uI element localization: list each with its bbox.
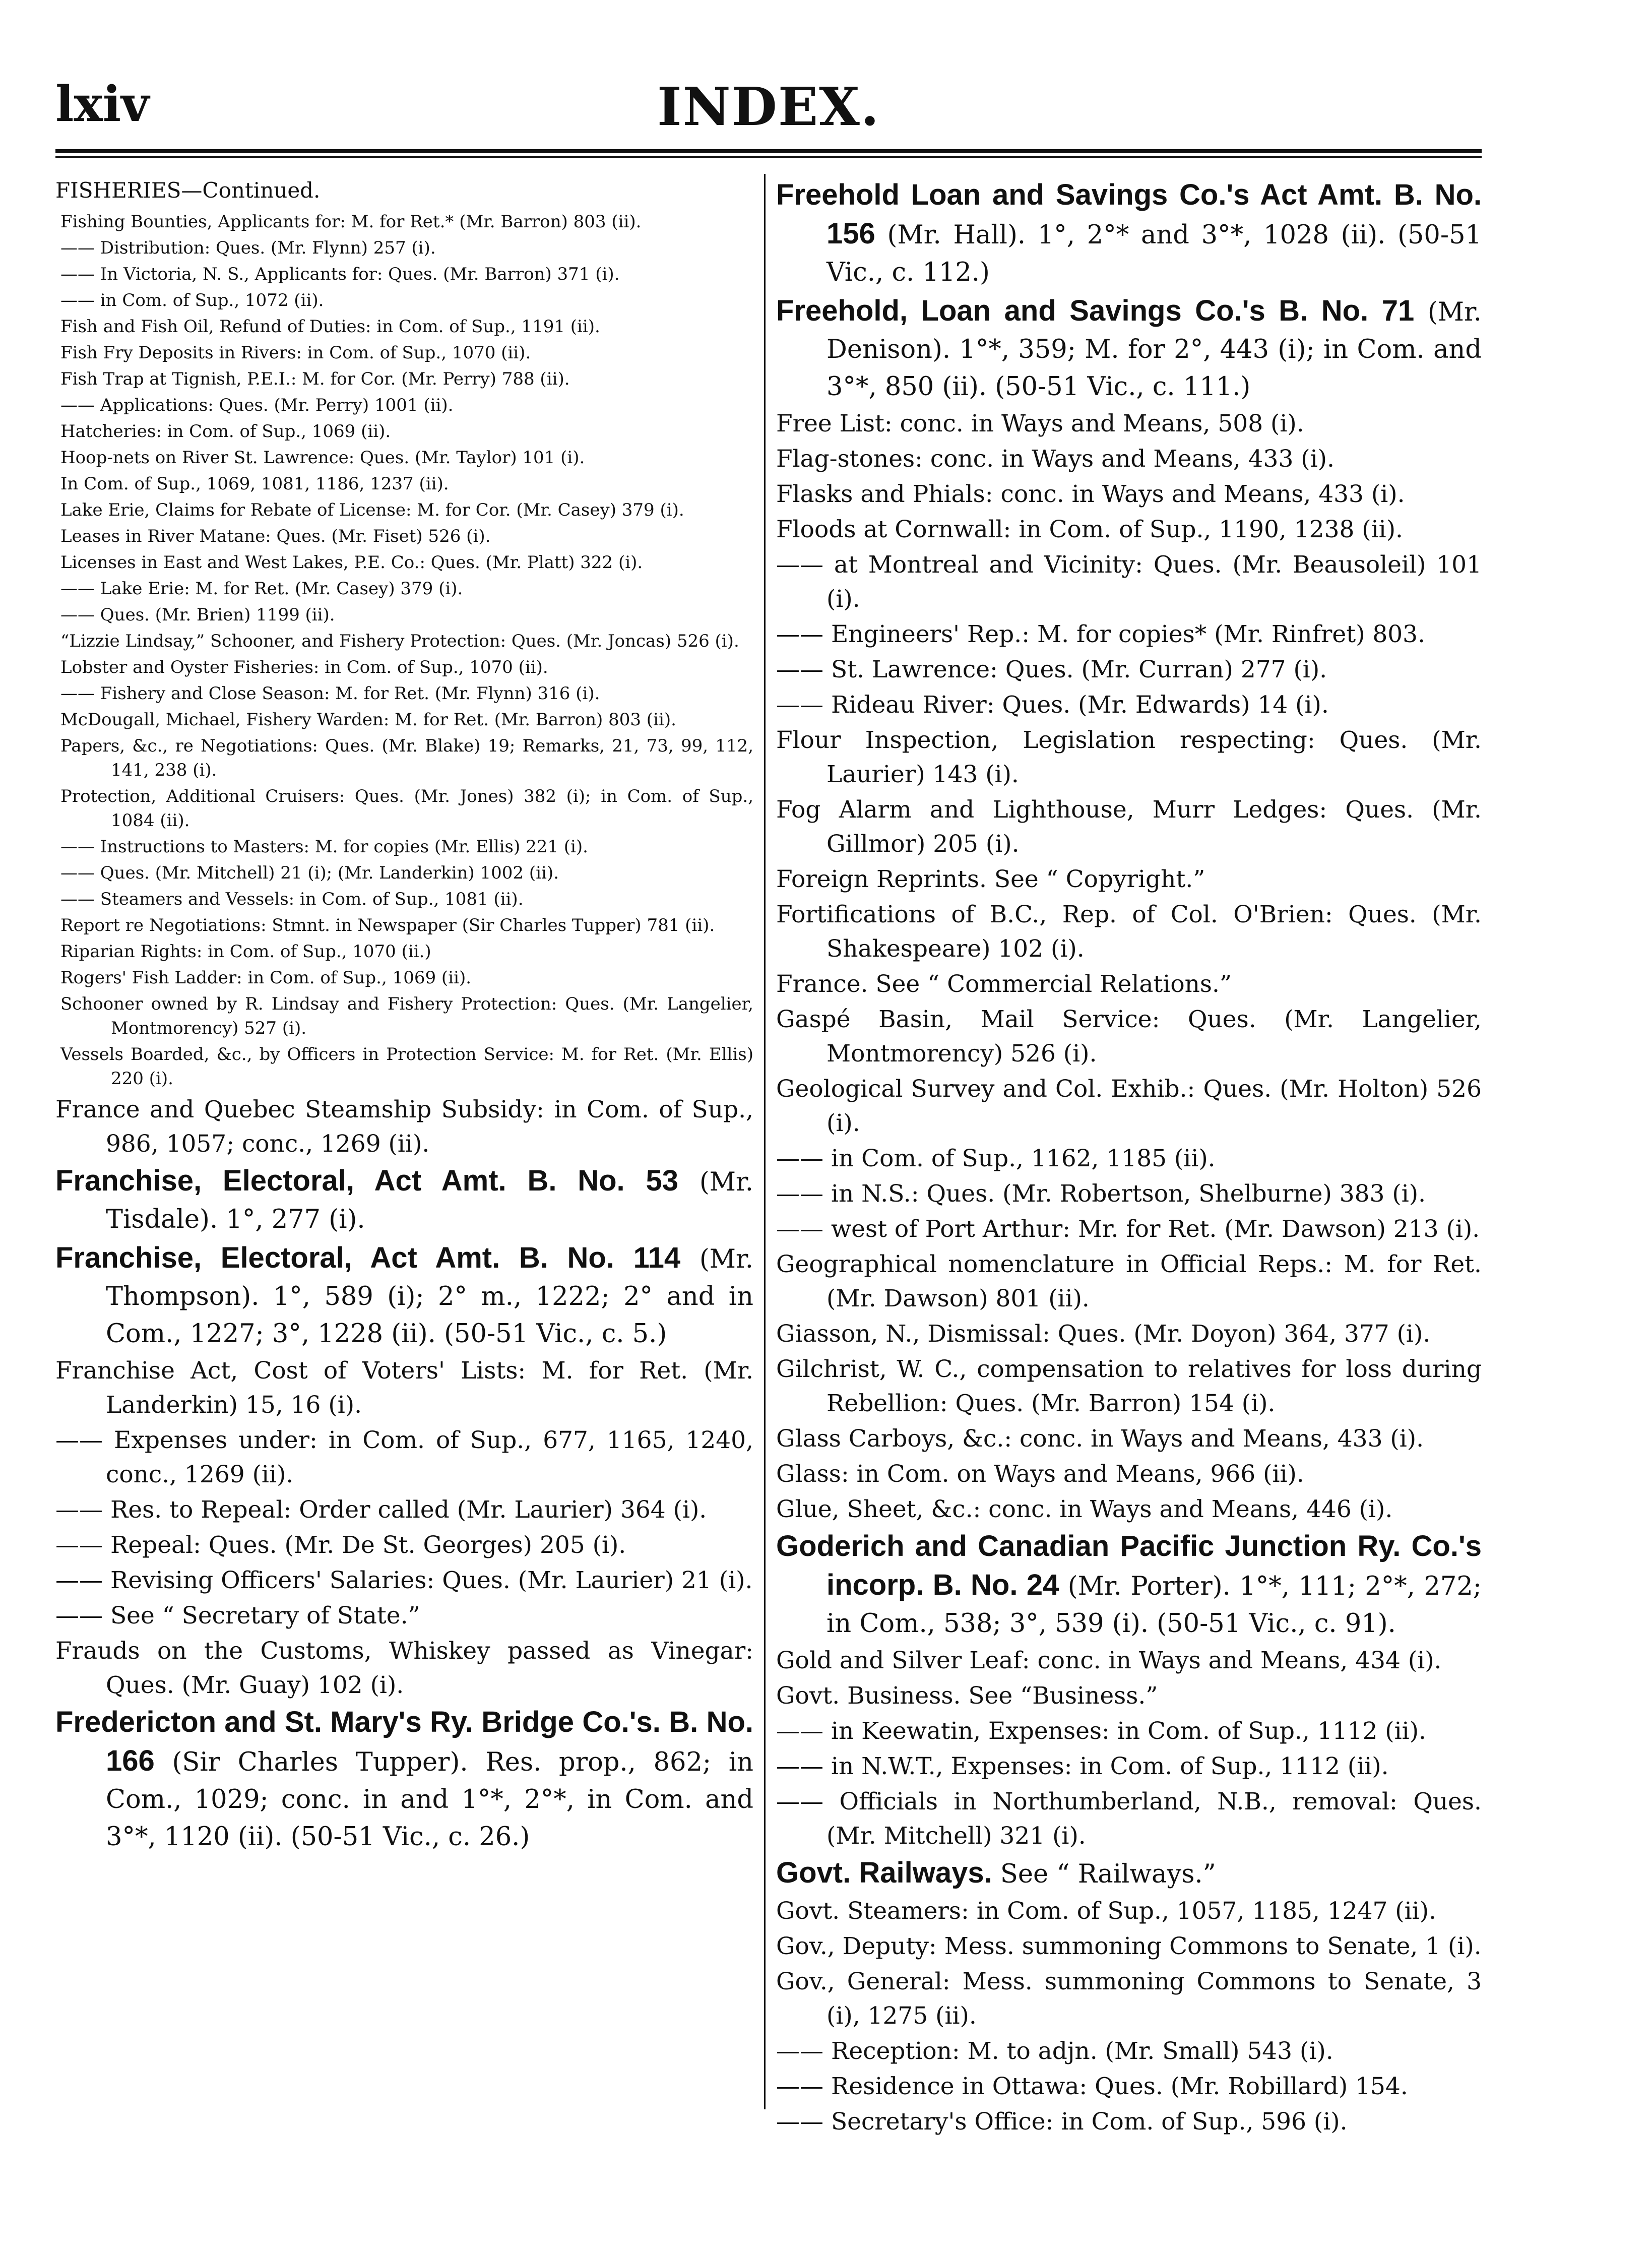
bill-title: Freehold, Loan and Savings Co.'s B. No. 71 bbox=[776, 294, 1415, 327]
index-entry: McDougall, Michael, Fishery Warden: M. for Ret. (Mr. Barron) 803 (ii). bbox=[60, 710, 676, 730]
index-entry bbox=[776, 723, 1482, 792]
entry-text: —— in Keewatin, Expenses: in Com. of Sup., 1112 (ii). bbox=[776, 1717, 1426, 1745]
bill-title: Franchise, Electoral, Act Amt. B. No. 53 bbox=[55, 1164, 678, 1197]
index-entry bbox=[776, 1929, 1482, 1964]
index-entry bbox=[776, 1247, 1482, 1316]
index-entry bbox=[776, 176, 1482, 291]
page-header bbox=[55, 76, 1482, 141]
entry-text: —— west of Port Arthur: Mr. for Ret. (Mr. Dawson) 213 (i). bbox=[776, 1215, 1480, 1243]
sub-entry-list bbox=[55, 210, 753, 1091]
index-entry: —— Lake Erie: M. for Ret. (Mr. Casey) 379 (i). bbox=[60, 579, 463, 599]
index-entry bbox=[776, 898, 1482, 966]
index-entry bbox=[776, 2034, 1482, 2069]
entry-text: See “ Railways.” bbox=[992, 1859, 1216, 1889]
entry-text: Glass Carboys, &c.: conc. in Ways and Means, 433 (i). bbox=[776, 1425, 1424, 1453]
index-entry bbox=[776, 862, 1482, 897]
index-entry bbox=[776, 1003, 1482, 1071]
entry-text: —— See “ Secretary of State.” bbox=[55, 1602, 420, 1630]
main-entry-list bbox=[55, 1093, 753, 1856]
index-entry bbox=[776, 617, 1482, 652]
index-entry: Vessels Boarded, &c., by Officers in Protection Service: M. for Ret. (Mr. Ellis) 220 (i). bbox=[60, 1044, 753, 1089]
index-entry: —— Instructions to Masters: M. for copies (Mr. Ellis) 221 (i). bbox=[60, 837, 588, 857]
entry-text: Fog Alarm and Lighthouse, Murr Ledges: Ques. (Mr. Gillmor) 205 (i). bbox=[776, 796, 1482, 858]
index-entry: “Lizzie Lindsay,” Schooner, and Fishery Protection: Ques. (Mr. Joncas) 526 (i). bbox=[60, 631, 739, 651]
index-entry bbox=[776, 653, 1482, 687]
index-entry bbox=[55, 1563, 753, 1598]
entry-text: Govt. Steamers: in Com. of Sup., 1057, 1185, 1247 (ii). bbox=[776, 1897, 1436, 1925]
entry-text: Giasson, N., Dismissal: Ques. (Mr. Doyon) 364, 377 (i). bbox=[776, 1320, 1431, 1348]
page-number: lxiv bbox=[55, 76, 149, 133]
entry-text: —— Revising Officers' Salaries: Ques. (Mr. Laurier) 21 (i). bbox=[55, 1567, 753, 1594]
index-entry bbox=[776, 1528, 1482, 1643]
index-entry: Licenses in East and West Lakes, P.E. Co.: Ques. (Mr. Platt) 322 (i). bbox=[60, 552, 643, 573]
index-entry: Hoop-nets on River St. Lawrence: Ques. (Mr. Taylor) 101 (i). bbox=[60, 448, 585, 468]
index-entry bbox=[55, 1528, 753, 1562]
index-entry bbox=[776, 1212, 1482, 1246]
entry-text: Govt. Business. See “Business.” bbox=[776, 1682, 1158, 1710]
index-entry bbox=[776, 967, 1482, 1001]
entry-text: (Mr. Tisdale). 1°, 277 (i). bbox=[106, 1167, 753, 1234]
bill-title: Franchise, Electoral, Act Amt. B. No. 114 bbox=[55, 1241, 681, 1274]
index-entry bbox=[776, 1492, 1482, 1527]
index-entry: Schooner owned by R. Lindsay and Fishery Protection: Ques. (Mr. Langelier, Montmorency) 527 (i). bbox=[60, 994, 753, 1038]
entry-text: Glass: in Com. on Ways and Means, 966 (ii). bbox=[776, 1460, 1304, 1488]
entry-text: —— Repeal: Ques. (Mr. De St. Georges) 205 (i). bbox=[55, 1531, 626, 1559]
header-rule-thin bbox=[55, 156, 1482, 158]
index-entry bbox=[776, 1352, 1482, 1421]
index-entry bbox=[776, 2105, 1482, 2139]
index-entry: —— Fishery and Close Season: M. for Ret. (Mr. Flynn) 316 (i). bbox=[60, 683, 600, 704]
index-entry bbox=[776, 292, 1482, 406]
index-entry: Protection, Additional Cruisers: Ques. (Mr. Jones) 382 (i); in Com. of Sup., 1084 (ii). bbox=[60, 786, 753, 831]
index-entry: In Com. of Sup., 1069, 1081, 1186, 1237 (ii). bbox=[60, 474, 449, 494]
page-title: INDEX. bbox=[657, 76, 880, 138]
entry-text: Franchise Act, Cost of Voters' Lists: M. for Ret. (Mr. Landerkin) 15, 16 (i). bbox=[55, 1357, 753, 1419]
index-entry: Riparian Rights: in Com. of Sup., 1070 (ii.) bbox=[60, 942, 431, 962]
entry-text: Geological Survey and Col. Exhib.: Ques. (Mr. Holton) 526 (i). bbox=[776, 1075, 1482, 1137]
entry-text: Flag-stones: conc. in Ways and Means, 433 (i). bbox=[776, 445, 1335, 473]
entry-text: Gaspé Basin, Mail Service: Ques. (Mr. Langelier, Montmorency) 526 (i). bbox=[776, 1006, 1482, 1068]
right-column bbox=[776, 176, 1482, 2140]
index-entry: Fish Fry Deposits in Rivers: in Com. of Sup., 1070 (ii). bbox=[60, 343, 531, 363]
entry-text: —— Rideau River: Ques. (Mr. Edwards) 14 (i). bbox=[776, 691, 1329, 719]
bill-title: Goderich and Canadian Pacific Junction Ry. Co.'s incorp. B. No. 24 bbox=[776, 1530, 1482, 1601]
index-entry bbox=[55, 1093, 753, 1161]
index-entry bbox=[776, 688, 1482, 722]
index-entry bbox=[776, 1785, 1482, 1853]
entry-text: (Mr. Hall). 1°, 2°* and 3°*, 1028 (ii). (50-51 Vic., c. 112.) bbox=[827, 220, 1482, 287]
entry-text: Foreign Reprints. See “ Copyright.” bbox=[776, 865, 1205, 893]
bill-title: Govt. Railways. bbox=[776, 1856, 992, 1889]
index-entry bbox=[776, 477, 1482, 512]
index-entry: —— Distribution: Ques. (Mr. Flynn) 257 (i). bbox=[60, 238, 436, 258]
entry-text: Gold and Silver Leaf: conc. in Ways and Means, 434 (i). bbox=[776, 1647, 1442, 1674]
index-entry bbox=[776, 1177, 1482, 1211]
entry-text: (Mr. Thompson). 1°, 589 (i); 2° m., 1222; 2° and in Com., 1227; 3°, 1228 (ii). (50-51 Vic., c. 5.) bbox=[106, 1244, 753, 1349]
entry-text: —— at Montreal and Vicinity: Ques. (Mr. Beausoleil) 101 (i). bbox=[776, 551, 1482, 613]
index-entry bbox=[776, 1317, 1482, 1351]
index-entry: —— Ques. (Mr. Brien) 1199 (ii). bbox=[60, 605, 335, 625]
index-entry: Fish and Fish Oil, Refund of Duties: in Com. of Sup., 1191 (ii). bbox=[60, 317, 600, 337]
entry-text: Flasks and Phials: conc. in Ways and Means, 433 (i). bbox=[776, 480, 1405, 508]
index-entry bbox=[55, 1423, 753, 1492]
index-entry bbox=[55, 1634, 753, 1703]
column-divider bbox=[764, 174, 766, 2109]
index-entry bbox=[776, 407, 1482, 441]
entry-text: Free List: conc. in Ways and Means, 508 (i). bbox=[776, 410, 1304, 437]
index-entry bbox=[55, 1704, 753, 1856]
index-entry: —— Ques. (Mr. Mitchell) 21 (i); (Mr. Landerkin) 1002 (ii). bbox=[60, 863, 559, 883]
index-entry bbox=[776, 1749, 1482, 1784]
index-entry bbox=[776, 1894, 1482, 1928]
index-entry bbox=[776, 1422, 1482, 1456]
index-entry bbox=[55, 1599, 753, 1633]
entry-text: France. See “ Commercial Relations.” bbox=[776, 970, 1232, 998]
index-entry bbox=[776, 1644, 1482, 1678]
entry-text: Frauds on the Customs, Whiskey passed as Vinegar: Ques. (Mr. Guay) 102 (i). bbox=[55, 1637, 753, 1699]
header-rule-thick bbox=[55, 149, 1482, 153]
index-entry bbox=[55, 1162, 753, 1238]
left-column bbox=[55, 176, 753, 1857]
entry-text: Geographical nomenclature in Official Reps.: M. for Ret. (Mr. Dawson) 801 (ii). bbox=[776, 1250, 1482, 1312]
index-entry bbox=[776, 513, 1482, 547]
index-entry: —— Applications: Ques. (Mr. Perry) 1001 (ii). bbox=[60, 395, 454, 415]
entry-text: —— Expenses under: in Com. of Sup., 677, 1165, 1240, conc., 1269 (ii). bbox=[55, 1426, 753, 1488]
index-entry: Fish Trap at Tignish, P.E.I.: M. for Cor. (Mr. Perry) 788 (ii). bbox=[60, 369, 570, 389]
entry-text: Floods at Cornwall: in Com. of Sup., 1190, 1238 (ii). bbox=[776, 516, 1403, 543]
entry-text: Glue, Sheet, &c.: conc. in Ways and Means, 446 (i). bbox=[776, 1495, 1393, 1523]
section-heading: FISHERIES—Continued. bbox=[55, 178, 321, 203]
main-entry-list bbox=[776, 176, 1482, 2139]
index-entry bbox=[776, 1142, 1482, 1176]
entry-text: Gov., Deputy: Mess. summoning Commons to Senate, 1 (i). bbox=[776, 1932, 1482, 1960]
index-entry: —— In Victoria, N. S., Applicants for: Ques. (Mr. Barron) 371 (i). bbox=[60, 264, 620, 284]
index-entry: Fishing Bounties, Applicants for: M. for Ret.* (Mr. Barron) 803 (ii). bbox=[60, 212, 642, 232]
entry-text: (Mr. Denison). 1°*, 359; M. for 2°, 443 (i); in Com. and 3°*, 850 (ii). (50-51 Vic., c. 111.) bbox=[827, 297, 1482, 402]
index-entry: Hatcheries: in Com. of Sup., 1069 (ii). bbox=[60, 421, 391, 442]
entry-text: —— in Com. of Sup., 1162, 1185 (ii). bbox=[776, 1145, 1216, 1172]
index-entry bbox=[776, 1072, 1482, 1141]
entry-text: —— Reception: M. to adjn. (Mr. Small) 543 (i). bbox=[776, 2037, 1333, 2065]
index-entry: Lake Erie, Claims for Rebate of License: M. for Cor. (Mr. Casey) 379 (i). bbox=[60, 500, 684, 520]
index-entry bbox=[776, 1965, 1482, 2033]
index-entry: Papers, &c., re Negotiations: Ques. (Mr. Blake) 19; Remarks, 21, 73, 99, 112, 141, 238 (i). bbox=[60, 736, 753, 780]
entry-text: Flour Inspection, Legislation respecting: Ques. (Mr. Laurier) 143 (i). bbox=[776, 726, 1482, 788]
index-entry bbox=[776, 793, 1482, 861]
index-entry bbox=[55, 1239, 753, 1353]
index-entry: Report re Negotiations: Stmnt. in Newspaper (Sir Charles Tupper) 781 (ii). bbox=[60, 915, 715, 935]
entry-text: —— St. Lawrence: Ques. (Mr. Curran) 277 (i). bbox=[776, 656, 1327, 683]
index-entry bbox=[776, 2070, 1482, 2104]
index-entry bbox=[776, 1714, 1482, 1748]
entry-text: —— in N.W.T., Expenses: in Com. of Sup., 1112 (ii). bbox=[776, 1752, 1389, 1780]
entry-text: —— Engineers' Rep.: M. for copies* (Mr. Rinfret) 803. bbox=[776, 620, 1426, 648]
entry-text: (Sir Charles Tupper). Res. prop., 862; in Com., 1029; conc. in and 1°*, 2°*, in Com. and 3°*, 1120 (ii). (50-51 Vic., c. 26.) bbox=[106, 1747, 753, 1852]
index-entry bbox=[55, 1493, 753, 1527]
entry-text: —— Secretary's Office: in Com. of Sup., 596 (i). bbox=[776, 2108, 1348, 2136]
bill-title: Freehold Loan and Savings Co.'s Act Amt. B. No. 156 bbox=[776, 178, 1482, 250]
index-entry bbox=[776, 1679, 1482, 1713]
entry-text: (Mr. Porter). 1°*, 111; 2°*, 272; in Com., 538; 3°, 539 (i). (50-51 Vic., c. 91). bbox=[827, 1572, 1482, 1639]
index-entry bbox=[776, 548, 1482, 616]
entry-text: France and Quebec Steamship Subsidy: in Com. of Sup., 986, 1057; conc., 1269 (ii). bbox=[55, 1096, 753, 1158]
entry-text: —— Residence in Ottawa: Ques. (Mr. Robillard) 154. bbox=[776, 2073, 1408, 2100]
index-entry bbox=[776, 442, 1482, 476]
index-entry: Lobster and Oyster Fisheries: in Com. of Sup., 1070 (ii). bbox=[60, 657, 548, 677]
entry-text: Fortifications of B.C., Rep. of Col. O'Brien: Ques. (Mr. Shakespeare) 102 (i). bbox=[776, 901, 1482, 963]
entry-text: Gilchrist, W. C., compensation to relatives for loss during Rebellion: Ques. (Mr. Barron) 154 (i). bbox=[776, 1355, 1482, 1417]
entry-text: Gov., General: Mess. summoning Commons to Senate, 3 (i), 1275 (ii). bbox=[776, 1968, 1482, 2030]
entry-text: —— in N.S.: Ques. (Mr. Robertson, Shelburne) 383 (i). bbox=[776, 1180, 1426, 1208]
index-entry: Leases in River Matane: Ques. (Mr. Fiset) 526 (i). bbox=[60, 526, 491, 546]
index-entry bbox=[776, 1854, 1482, 1893]
entry-text: —— Officials in Northumberland, N.B., removal: Ques. (Mr. Mitchell) 321 (i). bbox=[776, 1788, 1482, 1850]
bill-title: Fredericton and St. Mary's Ry. Bridge Co.'s. B. No. 166 bbox=[55, 1706, 753, 1777]
entry-text: —— Res. to Repeal: Order called (Mr. Laurier) 364 (i). bbox=[55, 1496, 707, 1524]
index-entry: —— in Com. of Sup., 1072 (ii). bbox=[60, 290, 324, 310]
index-entry bbox=[55, 1354, 753, 1422]
index-entry bbox=[776, 1457, 1482, 1491]
index-entry: —— Steamers and Vessels: in Com. of Sup., 1081 (ii). bbox=[60, 889, 524, 909]
index-entry: Rogers' Fish Ladder: in Com. of Sup., 1069 (ii). bbox=[60, 968, 472, 988]
